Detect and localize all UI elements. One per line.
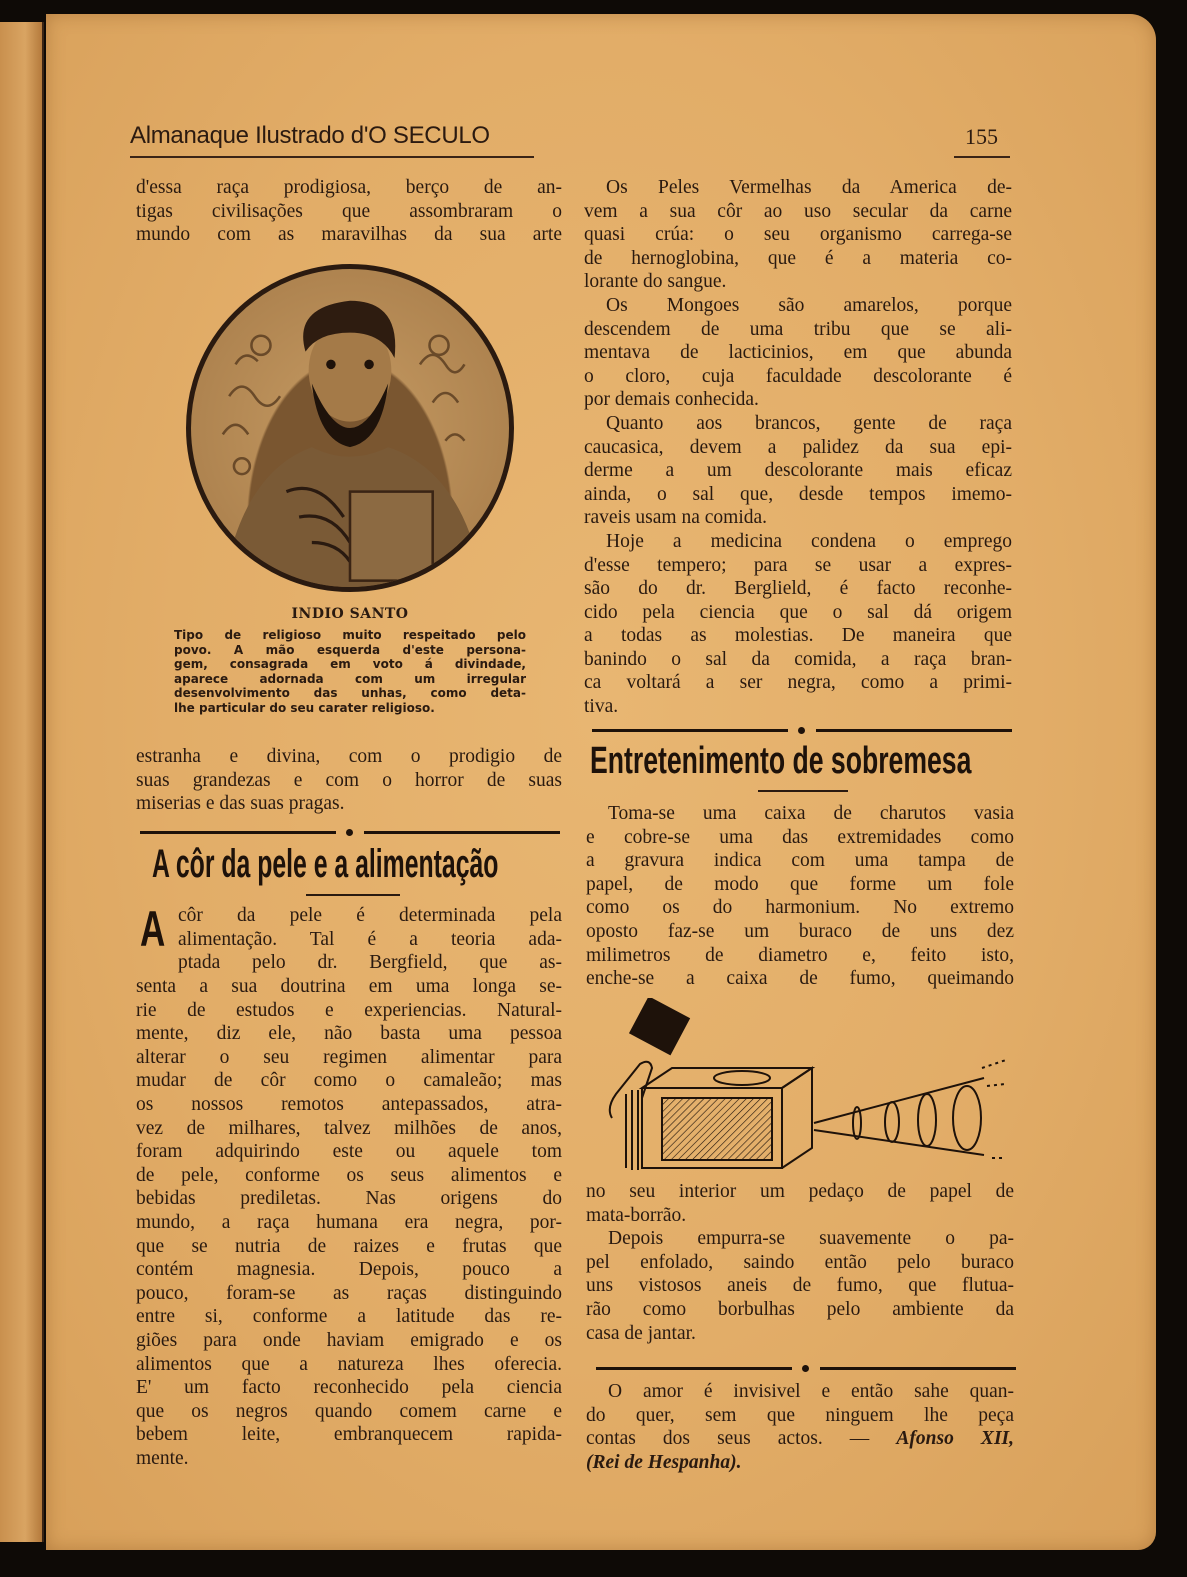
text-line: o cloro, cuja faculdade descolorante é <box>584 365 1012 387</box>
text-line: mata-borrão. <box>586 1204 687 1226</box>
text-line: a gravura indica com uma tampa de <box>586 850 1014 872</box>
text-line: caucasica, devem a palidez da sua epi- <box>584 436 1012 458</box>
portrait-caption <box>174 628 526 716</box>
text-line: Toma-se uma caixa de charutos vasia <box>608 803 1014 824</box>
text-line: tigas civilisações que assombraram o <box>136 200 562 222</box>
intro-text <box>136 176 562 247</box>
text-line: Hoje a medicina condena o emprego <box>606 530 1012 552</box>
text-line: quasi crúa: o seu organismo carrega-se <box>584 224 1012 246</box>
quote <box>586 1380 1014 1474</box>
text-line: pel enfolado, saindo então pelo buraco <box>586 1251 1014 1273</box>
text-line: entre si, conforme a latitude das re- <box>136 1306 562 1328</box>
text-line: E' um facto reconhecido pela ciencia <box>136 1377 562 1399</box>
text-line: derme a um descolorante mais eficaz <box>584 460 1012 482</box>
text-line: mente, diz ele, não basta uma pessoa <box>136 1023 562 1045</box>
running-header <box>130 122 1010 156</box>
text-line: como os do harmonium. No extremo <box>586 897 1014 919</box>
text-line: de hernoglobina, que é a materia co- <box>584 247 1012 269</box>
text-line: descendem de uma tribu que se ali- <box>584 318 1012 340</box>
caption-line: povo. A mão esquerda d'este persona- <box>174 642 526 657</box>
text-line: banindo o sal da comida, a raça bran- <box>584 648 1012 670</box>
article-body <box>136 975 562 1470</box>
text-line: alimentação. Tal é a teoria ada- <box>178 928 562 950</box>
caption-line: desenvolvimento das unhas, como deta- <box>174 686 526 701</box>
text-line: ptada pelo dr. Bergfield, que as- <box>178 952 562 974</box>
text-line: e cobre-se uma das extremidades como <box>586 826 1014 848</box>
text-line: rão como borbulhas pelo ambiente da <box>586 1298 1014 1320</box>
text-line: que se nutria de raizes e frutas que <box>136 1235 562 1257</box>
text-line: foram adquirindo este ou aquele tom <box>136 1141 562 1163</box>
text-line: d'essa raça prodigiosa, berço de an- <box>136 177 562 198</box>
text-line: mentava de lacticinios, em que abunda <box>584 342 1012 364</box>
quote-attribution-title: (Rei de Hespanha). <box>586 1451 742 1473</box>
page-number: 155 <box>965 124 998 149</box>
text-line: mundo com as maravilhas da sua arte <box>136 224 562 246</box>
page-number-rule <box>954 156 1010 158</box>
drop-cap: A <box>140 901 166 957</box>
text-line: estranha e divina, com o prodigio de <box>136 746 562 767</box>
caption-line: aparece adornada com um irregular <box>174 671 526 686</box>
text-line: papel, de modo que forme um fole <box>586 873 1014 895</box>
text-line: a todas as molestias. De maneira que <box>584 625 1012 647</box>
publication-title: Almanaque Ilustrado d'O SECULO <box>130 122 490 149</box>
text-line: Os Mongoes são amarelos, porque <box>606 294 1012 316</box>
text-line: bebem leite, embranquecem rapida- <box>136 1424 562 1446</box>
cigar-box-engraving <box>592 998 1012 1176</box>
right-column-text <box>584 176 1012 719</box>
article-body-indented <box>178 904 562 975</box>
text-line: alterar o seu regimen alimentar para <box>136 1046 562 1068</box>
text-line: Os Peles Vermelhas da America de- <box>606 177 1012 198</box>
text-line: mente. <box>136 1447 189 1469</box>
text-line: uns vistosos aneis de fumo, que flutua- <box>586 1275 1014 1297</box>
text-line: vez de milhares, talvez milhões de anos, <box>136 1117 562 1139</box>
text-line: tiva. <box>584 696 619 718</box>
caption-line: gem, consagrada em voto á divindade, <box>174 657 526 672</box>
ornamental-divider <box>140 828 560 838</box>
text-line: de pele, conforme os seus alimentos e <box>136 1164 562 1186</box>
text-line: por demais conhecida. <box>584 389 759 411</box>
continuation-text <box>136 745 562 816</box>
caption-line: lhe particular do seu carater religioso. <box>174 700 435 715</box>
quote-line-with-attribution <box>586 1427 1014 1451</box>
smoke-ring-box-illustration <box>592 998 1012 1176</box>
text-line: os nossos remotos antepassados, atra- <box>136 1093 562 1115</box>
article-title-dessert-entertainment: Entretenimento de sobremesa <box>590 740 972 782</box>
article-title-skin-color: A côr da pele e a alimentação <box>152 842 499 886</box>
text-line: contém magnesia. Depois, pouco a <box>136 1259 562 1281</box>
text-line: raveis usam na comida. <box>584 507 768 529</box>
quote-attribution: Afonso XII, <box>896 1428 1014 1450</box>
quote-line: O amor é invisivel e então sahe quan- <box>608 1381 1014 1402</box>
article-body-after-figure <box>586 1180 1014 1345</box>
text-line: que os negros quando comem carne e <box>136 1400 562 1422</box>
text-line: enche-se a caixa de fumo, queimando <box>586 968 1014 990</box>
text-line: no seu interior um pedaço de papel de <box>586 1181 1014 1202</box>
text-line: senta a sua doutrina em uma longa se- <box>136 976 562 997</box>
facing-page-edge <box>0 22 44 1542</box>
text-line: milimetros de diametro e, feito isto, <box>586 944 1014 966</box>
title-rule <box>306 894 400 896</box>
text-line: Quanto aos brancos, gente de raça <box>606 412 1012 434</box>
text-line: pouco, foram-se as raças distinguindo <box>136 1282 562 1304</box>
quote-text: contas dos seus actos. — <box>586 1428 870 1450</box>
title-rule <box>758 790 848 792</box>
text-line: d'esse tempero; para se usar a expres- <box>584 554 1012 576</box>
text-line: Depois empurra-se suavemente o pa- <box>608 1228 1014 1250</box>
text-line: casa de jantar. <box>586 1322 696 1344</box>
text-line: giões para onde haviam emigrado e os <box>136 1329 562 1351</box>
text-line: vem a sua côr ao uso secular da carne <box>584 200 1012 222</box>
text-line: bebidas prediletas. Nas origens do <box>136 1188 562 1210</box>
header-rule <box>130 156 534 158</box>
text-line: ainda, o sal que, desde tempos imemo- <box>584 483 1012 505</box>
text-line: lorante do sangue. <box>584 271 727 293</box>
portrait-illustration <box>191 269 509 587</box>
text-line: suas grandezas e com o horror de suas <box>136 769 562 791</box>
quote-line: do quer, sem que ninguem lhe peça <box>586 1404 1014 1426</box>
text-line: cido pela ciencia que o sal dá origem <box>584 601 1012 623</box>
text-line: alimentos que a natureza lhes oferecia. <box>136 1353 562 1375</box>
text-line: ca voltará a ser negra, como a primi- <box>584 672 1012 694</box>
text-line: rie de estudos e experiencias. Natural- <box>136 999 562 1021</box>
text-line: são do dr. Berglield, é facto reconhe- <box>584 578 1012 600</box>
portrait-caption-title: INDIO SANTO <box>291 606 409 622</box>
portrait-image <box>186 264 514 592</box>
text-line: mudar de côr como o camaleão; mas <box>136 1070 562 1092</box>
text-line: oposto faz-se um buraco de uns dez <box>586 920 1014 942</box>
caption-line: Tipo de religioso muito respeitado pelo <box>174 628 526 642</box>
ornamental-divider <box>596 1364 1016 1374</box>
ornamental-divider <box>592 726 1012 736</box>
article-body-before-figure <box>586 802 1014 991</box>
text-line: côr da pele é determinada pela <box>178 905 562 926</box>
text-line: miserias e das suas pragas. <box>136 793 345 815</box>
text-line: mundo, a raça humana era negra, por- <box>136 1211 562 1233</box>
